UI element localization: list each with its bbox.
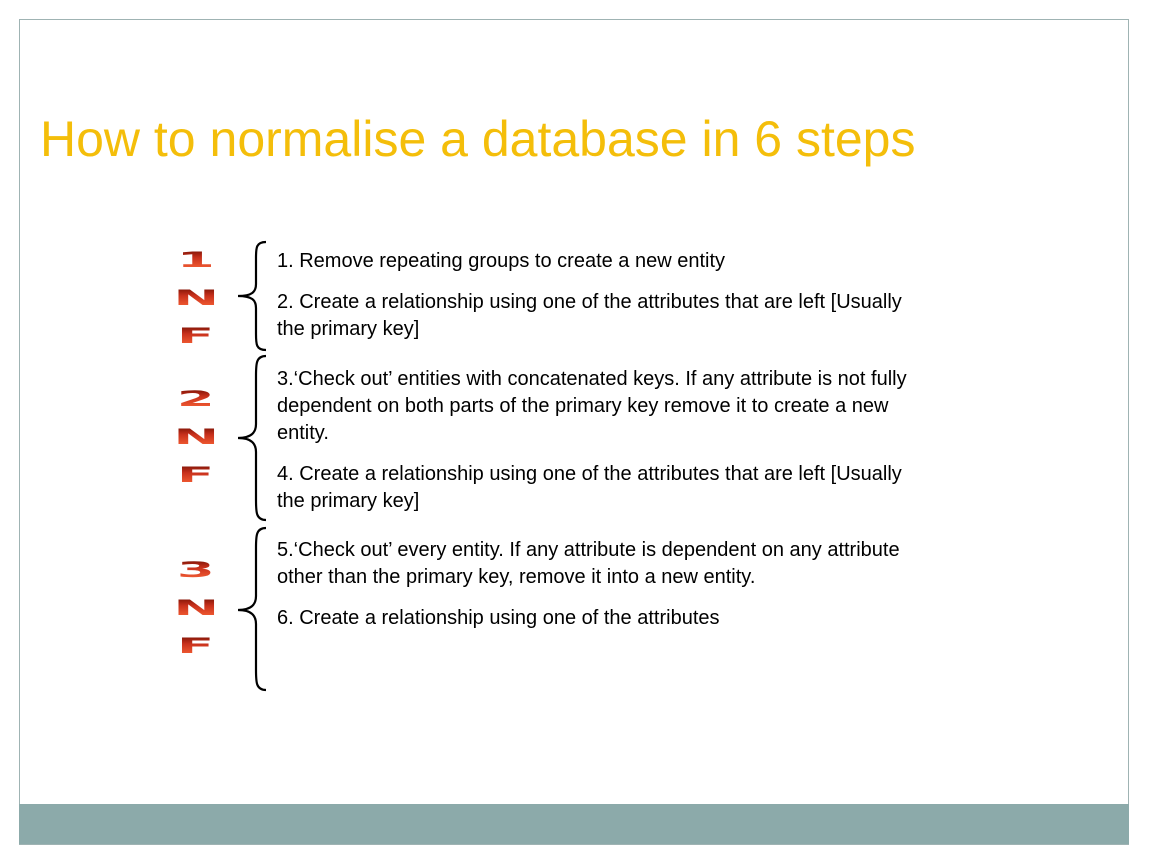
nf-letter: F (177, 633, 215, 659)
nf-label-2nf (168, 380, 224, 494)
nf-letter: 1 (177, 247, 215, 273)
curly-brace-icon (232, 526, 272, 692)
step-item: 2. Create a relationship using one of the attributes that are left [Usually the primary key] (277, 291, 902, 340)
nf-letter: N (173, 424, 219, 450)
step-item: 1. Remove repeating groups to create a new entity (277, 250, 726, 272)
footer-bar (19, 804, 1129, 844)
step-item: 6. Create a relationship using one of the attributes (277, 607, 720, 629)
nf-letter: 2 (177, 386, 215, 412)
curly-brace-icon (232, 240, 272, 352)
slide-title: How to normalise a database in 6 steps (40, 111, 916, 167)
nf-label-3nf (168, 551, 224, 665)
steps-group-1nf (277, 248, 917, 343)
curly-brace-icon (232, 354, 272, 522)
nf-letter: N (173, 595, 219, 621)
nf-letter: N (173, 285, 219, 311)
step-item: 4. Create a relationship using one of the attributes that are left [Usually the primary key] (277, 463, 902, 512)
step-item: 3.‘Check out’ entities with concatenated keys. If any attribute is not fully dependent on both parts of the primary key remove it to create a new entity. (277, 368, 907, 444)
nf-letter: F (177, 462, 215, 488)
nf-label-1nf (168, 241, 224, 355)
steps-group-2nf (277, 366, 917, 515)
step-item: 5.‘Check out’ every entity. If any attribute is dependent on any attribute other than the primary key, remove it into a new entity. (277, 539, 900, 588)
steps-group-3nf (277, 537, 917, 632)
nf-letter: F (177, 323, 215, 349)
nf-letter: 3 (177, 557, 215, 583)
